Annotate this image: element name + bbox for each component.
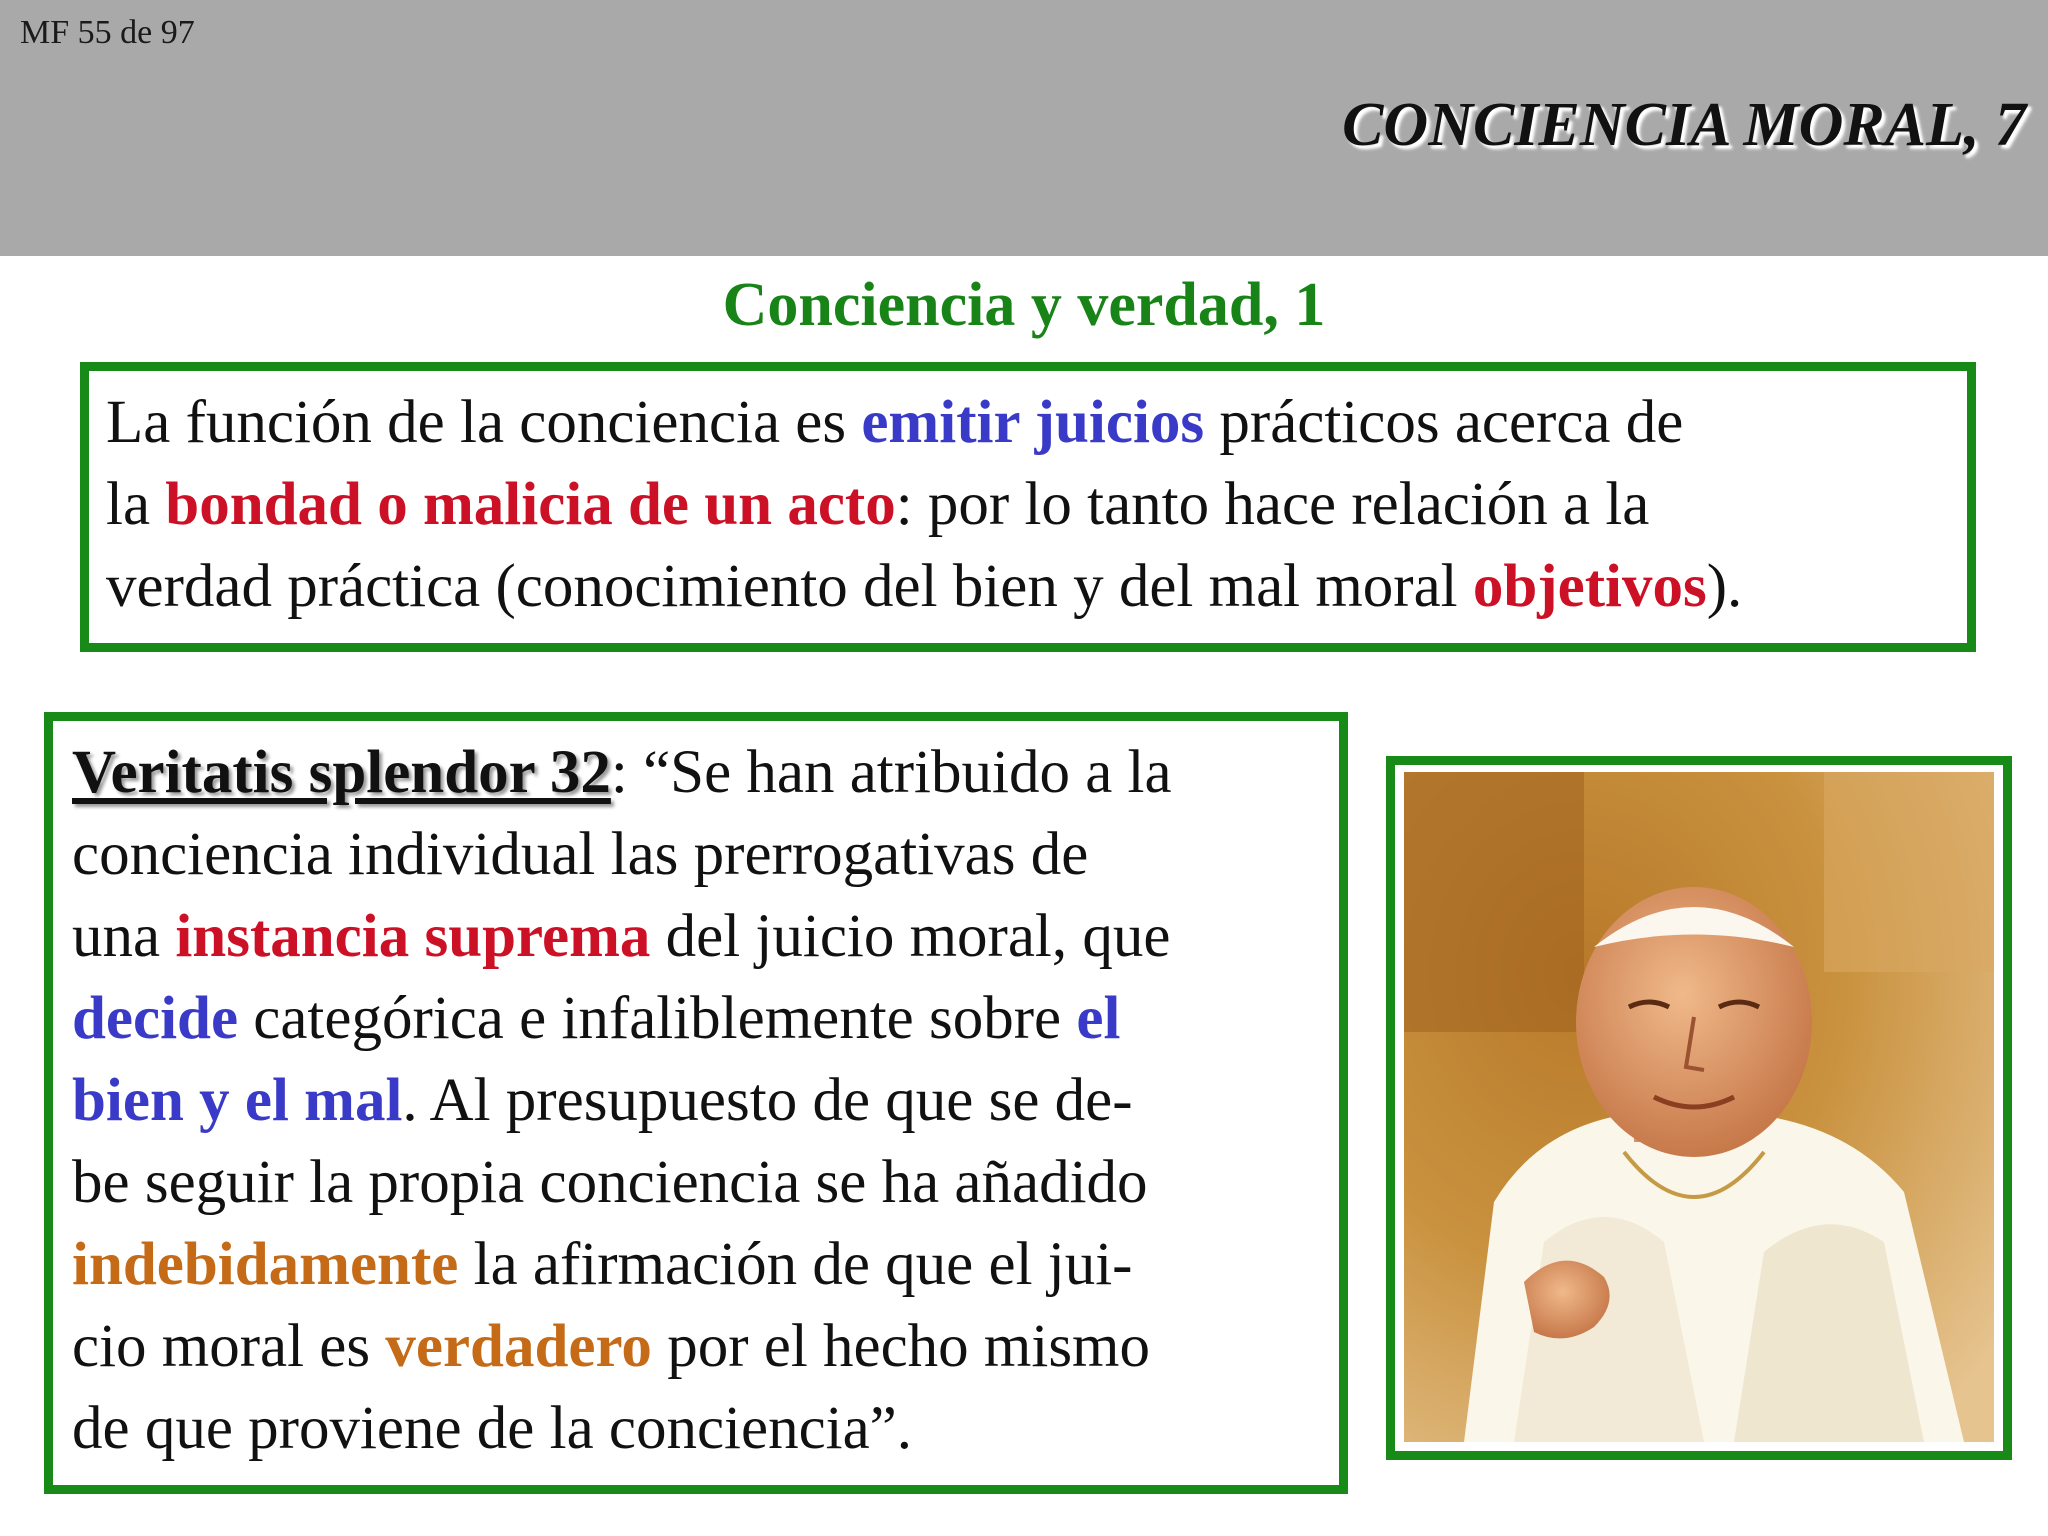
text-run: : “Se han atribuido a la: [610, 739, 1172, 806]
emphasis-blue: decide: [72, 985, 239, 1052]
slide-title: CONCIENCIA MORAL, 7: [1342, 91, 2026, 159]
portrait-illustration: [1404, 772, 1994, 1442]
text-run: be seguir la propia conciencia se ha añadido: [72, 1149, 1148, 1216]
emphasis-red: objetivos: [1472, 553, 1707, 620]
text-run: cio moral es: [72, 1313, 386, 1380]
emphasis-blue: bien y el mal: [72, 1067, 403, 1134]
quote-line-9: [72, 1388, 1342, 1470]
text-run: la afirmación de que el jui-: [458, 1231, 1133, 1298]
definition-text: [106, 382, 1966, 628]
quote-line-6: [72, 1142, 1342, 1224]
text-run: una: [72, 903, 176, 970]
emphasis-blue: el: [1076, 985, 1121, 1052]
quote-line-3: [72, 896, 1342, 978]
text-run: del juicio moral, que: [650, 903, 1171, 970]
portrait-photo: [1404, 772, 1994, 1442]
quote-line-8: [72, 1306, 1342, 1388]
text-run: conciencia individual las prerrogativas de: [72, 821, 1089, 888]
text-run: categórica e infaliblemente sobre: [238, 985, 1077, 1052]
emphasis-orange: indebidamente: [72, 1231, 459, 1298]
text-run: por el hecho mismo: [651, 1313, 1151, 1380]
text-run: ).: [1706, 553, 1743, 620]
emphasis-orange: verdadero: [385, 1313, 652, 1380]
quote-line-7: [72, 1224, 1342, 1306]
text-run: . Al presupuesto de que se de-: [402, 1067, 1133, 1134]
emphasis-red: instancia suprema: [175, 903, 651, 970]
quote-line-1: [72, 732, 1342, 814]
definition-line-3: [106, 546, 1966, 628]
emphasis-red: bondad o malicia de un acto: [165, 471, 896, 538]
text-run: la: [106, 471, 166, 538]
quote-line-2: [72, 814, 1342, 896]
emphasis-blue: emitir juicios: [861, 389, 1205, 456]
text-run: de que proviene de la conciencia”.: [72, 1395, 913, 1462]
header-bar: [0, 0, 2048, 256]
text-run: : por lo tanto hace relación a la: [895, 471, 1650, 538]
section-title: Conciencia y verdad, 1: [722, 271, 1326, 339]
slide-counter: MF 55 de 97: [20, 14, 195, 51]
text-run: verdad práctica (conocimiento del bien y del mal moral: [106, 553, 1473, 620]
definition-line-2: [106, 464, 1966, 546]
quote-line-4: [72, 978, 1342, 1060]
text-run: La función de la conciencia es: [106, 389, 862, 456]
citation-reference: Veritatis splendor 32: [72, 739, 611, 806]
definition-line-1: [106, 382, 1966, 464]
text-run: prácticos acerca de: [1204, 389, 1684, 456]
quote-text: [72, 732, 1342, 1470]
quote-line-5: [72, 1060, 1342, 1142]
